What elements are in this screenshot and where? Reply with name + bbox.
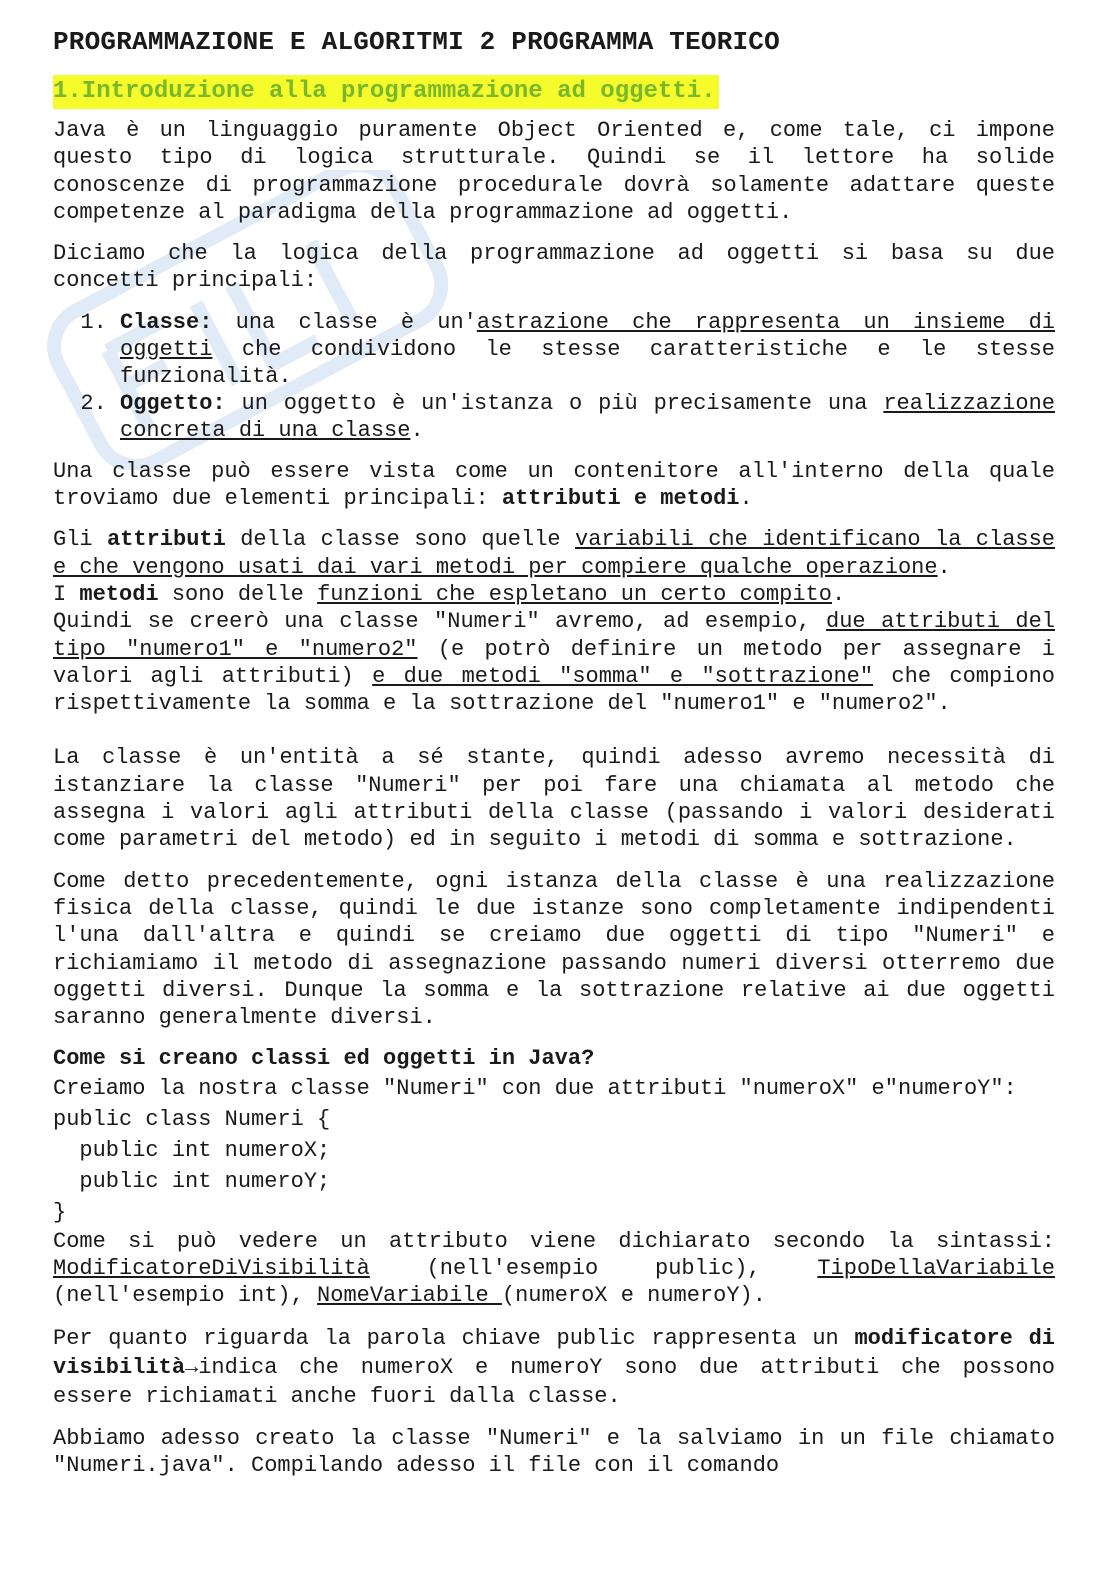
bold-text: attributi [107,527,226,553]
code-line: } [53,1199,67,1225]
text: sono delle [158,581,318,607]
underlined-text: variabili che identificano la classe e che vengono usati dai vari metodi per compiere qualche operazione [53,527,1056,580]
code-line: public int numeroX; [53,1137,331,1163]
list-item-underlined: realizzazione concreta di una classe [120,390,1055,443]
bold-text: modificatore di visibilità [53,1325,1055,1380]
paragraph-istanziare: La classe è un'entità a sé stante, quindi adesso avremo necessità di istanziare la classe "Numeri" per poi fare una chiamata al metodo che assegna i valori agli attributi della classe (passando i valori desiderati come parametri del metodo) ed in seguito i metodi di somma e sottrazione. [53,745,1055,853]
paragraph-compilazione: Abbiamo adesso creato la classe "Numeri" e la salviamo in un file chiamato "Numeri.java". Compilando adesso il file con il comando [53,1425,1055,1478]
text: (e potrò definire un metodo per assegnare i valori agli attributi) [53,636,1055,689]
underlined-text: TipoDellaVariabile [817,1256,1055,1282]
paragraph-visibilita [53,1324,1055,1411]
list-item-oggetto [120,390,1055,444]
underlined-text: due attributi del tipo "numero1" e "numero2" [53,609,1056,662]
underlined-text: funzioni che espletano un certo compito [317,581,832,607]
list-item-text: un oggetto è un'istanza o più precisamente una [225,390,884,416]
paragraph-attributi [53,526,1055,581]
text: Come si può vedere un attributo viene dichiarato secondo la sintassi: [53,1228,1055,1254]
text: . [739,486,753,512]
paragraph-istanze: Come detto precedentemente, ogni istanza della classe è una realizzazione fisica della classe, quindi le due istanze sono completamente indipendenti l'una dall'altra e quindi se creiamo due oggetti di tipo "Numeri" e richiamiamo il metodo di assegnazione passando numeri diversi otterremo due oggetti diversi. Dunque la somma e la sottrazione relative ai due oggetti saranno generalmente diversi. [53,868,1055,1031]
subheading: Come si creano classi ed oggetti in Java? [53,1046,595,1072]
paragraph-creiamo: Creiamo la nostra classe "Numeri" con due attributi "numeroX" e"numeroY": [53,1075,1017,1101]
list-item-text: una classe è un' [212,309,477,335]
underlined-text: e due metodi "somma" e "sottrazione" [372,663,874,689]
concepts-list [53,309,1055,444]
text: I [53,581,80,607]
underlined-text: NomeVariabile [317,1283,502,1309]
arrow-icon: → [185,1354,199,1380]
text: . [937,554,951,580]
text: (numeroX e numeroY). [501,1283,766,1309]
bold-text: metodi [79,581,159,607]
list-item-classe [120,309,1055,390]
text: (nell'esempio int), [53,1283,318,1309]
text: indica che numeroX e numeroY sono due attributi che possono essere richiamati anche fuori dalla classe. [53,1354,1055,1409]
underlined-text: ModificatoreDiVisibilità [53,1256,370,1282]
code-line: public int numeroY; [53,1168,331,1194]
text: Gli [53,527,107,553]
text: che compiono rispettivamente la somma e la sottrazione del "numero1" e "numero2". [53,663,1055,717]
list-item-underlined: astrazione che rappresenta un insieme di oggetti [120,309,1056,362]
text: Quindi se creerò una classe "Numeri" avremo, ad esempio, [53,609,827,635]
list-item-label: Oggetto: [120,390,226,416]
code-block [53,1104,1055,1228]
document-body [53,22,1055,1479]
text: (nell'esempio public), [369,1256,818,1282]
text: della classe sono quelle [225,527,575,553]
page-title: PROGRAMMAZIONE E ALGORITMI 2 PROGRAMMA TEORICO [53,27,780,57]
paragraph-sintassi [53,1228,1055,1310]
text: Per quanto riguarda la parola chiave public rappresenta un [53,1325,855,1351]
paragraph-metodi [53,581,1055,608]
paragraph-concepts: Diciamo che la logica della programmazione ad oggetti si basa su due concetti principali: [53,241,1055,294]
list-item-label: Classe: [120,309,213,335]
paragraph-container [53,458,1055,513]
list-item-text: . [410,417,424,443]
list-item-text: che condividono le stesse caratteristiche e le stesse funzionalità. [120,336,1055,389]
text: . [831,581,846,607]
text: Una classe può essere vista come un contenitore all'interno della quale troviamo due elementi principali: [53,458,1055,512]
code-line: public class Numeri { [53,1106,331,1132]
bold-text: attributi e metodi [501,486,740,512]
paragraph-example [53,608,1055,717]
paragraph-intro: Java è un linguaggio puramente Object Oriented e, come tale, ci impone questo tipo di logica strutturale. Quindi se il lettore ha solide conoscenze di programmazione procedurale dovrà solamente adattare queste competenze al paradigma della programmazione ad oggetti. [53,118,1055,225]
section-heading: 1.Introduzione alla programmazione ad oggetti. [53,75,719,109]
